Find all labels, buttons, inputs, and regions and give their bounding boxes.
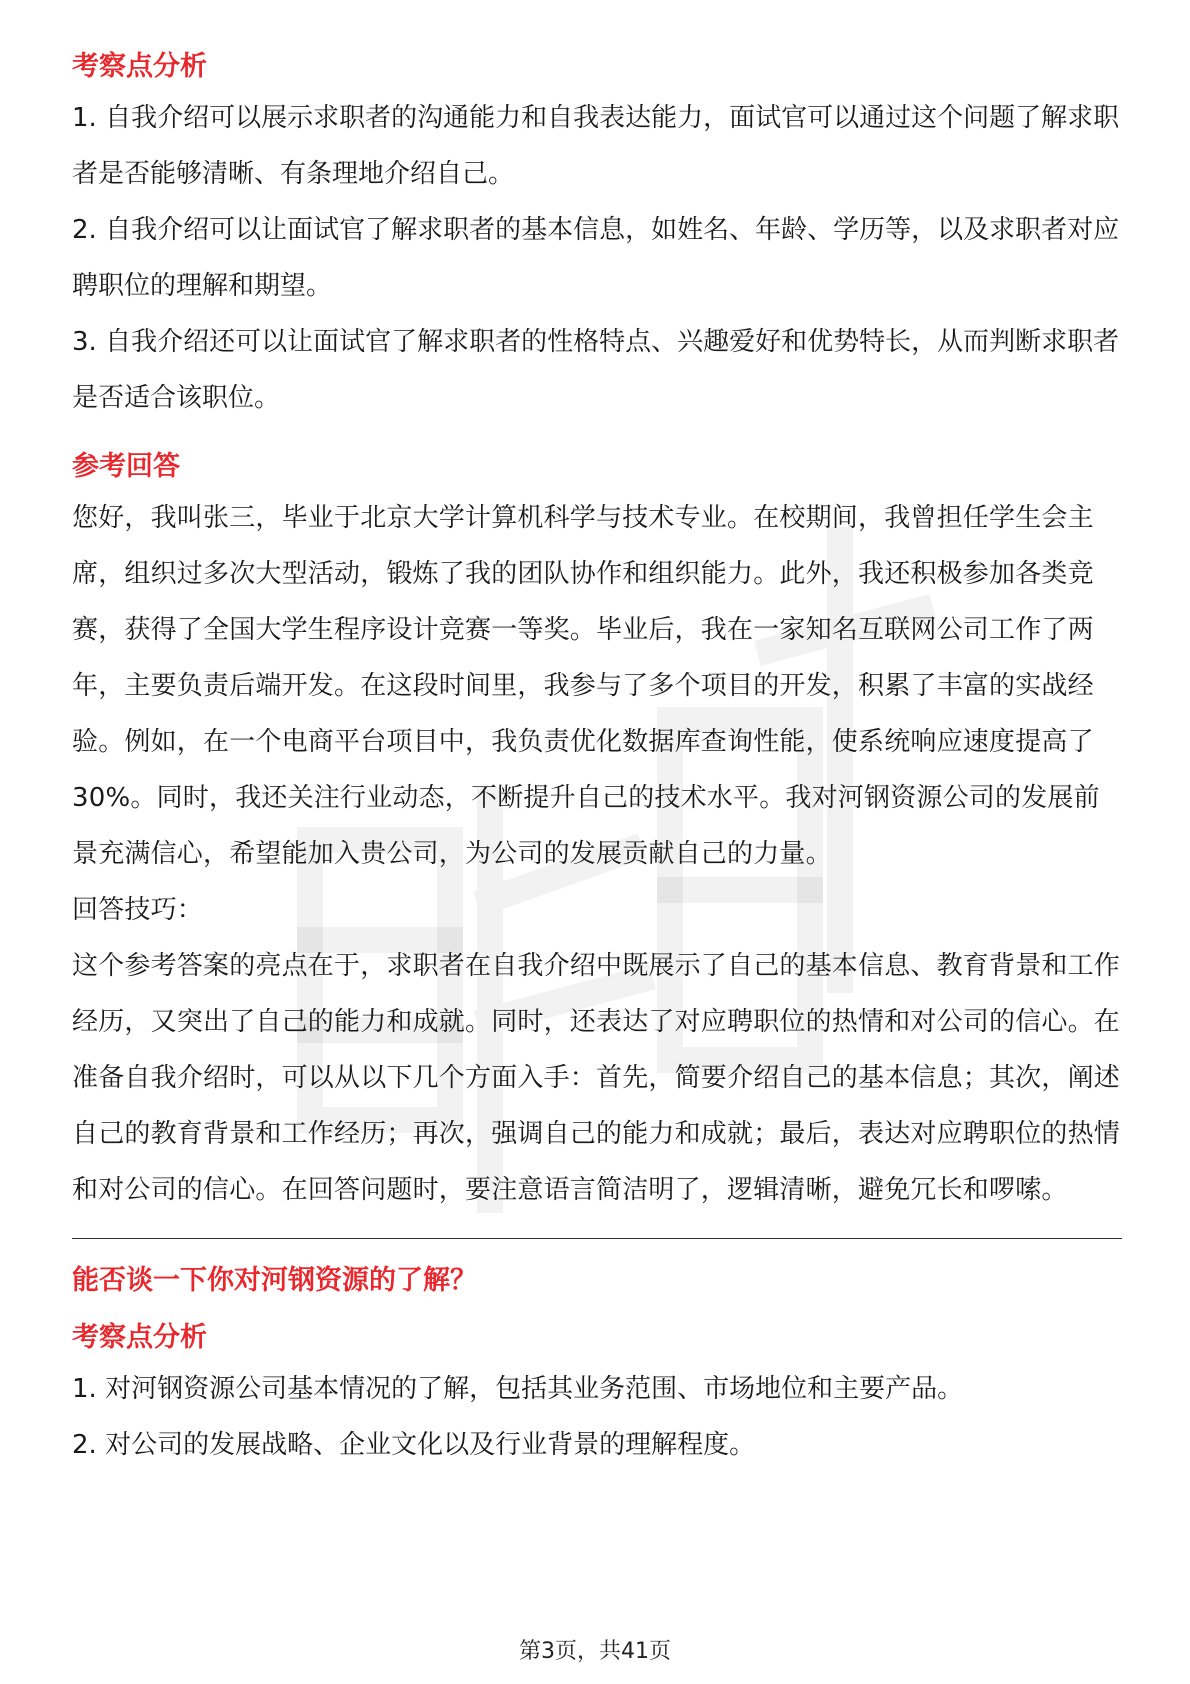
tips-text: 这个参考答案的亮点在于，求职者在自我介绍中既展示了自己的基本信息、教育背景和工作经历，又突出了自己的能力和成就。同时，还表达了对应聘职位的热情和对公司的信心。在准备自我介绍时，可以从以下几个方面入手：首先，简要介绍自己的基本信息；其次，阐述自己的教育背景和工作经历；再次，强调自己的能力和成就；最后，表达对应聘职位的热情和对公司的信心。在回答问题时，要注意语言简洁明了，逻辑清晰，避免冗长和啰嗦。 [72, 951, 1121, 1205]
answer-heading: 参考回答 [72, 451, 180, 482]
analysis-point-1: 1. 自我介绍可以展示求职者的沟通能力和自我表达能力，面试官可以通过这个问题了解求职者是否能够清晰、有条理地介绍自己。 [72, 103, 1120, 189]
analysis-point-2-2: 2. 对公司的发展战略、企业文化以及行业背景的理解程度。 [72, 1430, 756, 1460]
question-title: 能否谈一下你对河钢资源的了解？ [72, 1265, 477, 1296]
analysis-point-2-1: 1. 对河钢资源公司基本情况的了解，包括其业务范围、市场地位和主要产品。 [72, 1374, 964, 1404]
tips-label: 回答技巧： [72, 895, 204, 925]
page-content [72, 48, 1122, 1473]
analysis-point-3: 3. 自我介绍还可以让面试官了解求职者的性格特点、兴趣爱好和优势特长，从而判断求职者是否适合该职位。 [72, 327, 1120, 413]
answer-text: 您好，我叫张三，毕业于北京大学计算机科学与技术专业。在校期间，我曾担任学生会主席，组织过多次大型活动，锻炼了我的团队协作和组织能力。此外，我还积极参加各类竞赛，获得了全国大学生程序设计竞赛一等奖。毕业后，我在一家知名互联网公司工作了两年，主要负责后端开发。在这段时间里，我参与了多个项目的开发，积累了丰富的实战经验。例如，在一个电商平台项目中，我负责优化数据库查询性能，使系统响应速度提高了30%。同时，我还关注行业动态，不断提升自己的技术水平。我对河钢资源公司的发展前景充满信心，希望能加入贵公司，为公司的发展贡献自己的力量。 [72, 503, 1100, 869]
page-footer: 第3页，共41页 [519, 1639, 671, 1664]
analysis-point-2: 2. 自我介绍可以让面试官了解求职者的基本信息，如姓名、年龄、学历等，以及求职者对应聘职位的理解和期望。 [72, 215, 1120, 301]
analysis-heading: 考察点分析 [72, 51, 207, 82]
section-divider [72, 1238, 1122, 1239]
analysis-heading-2: 考察点分析 [72, 1322, 207, 1353]
